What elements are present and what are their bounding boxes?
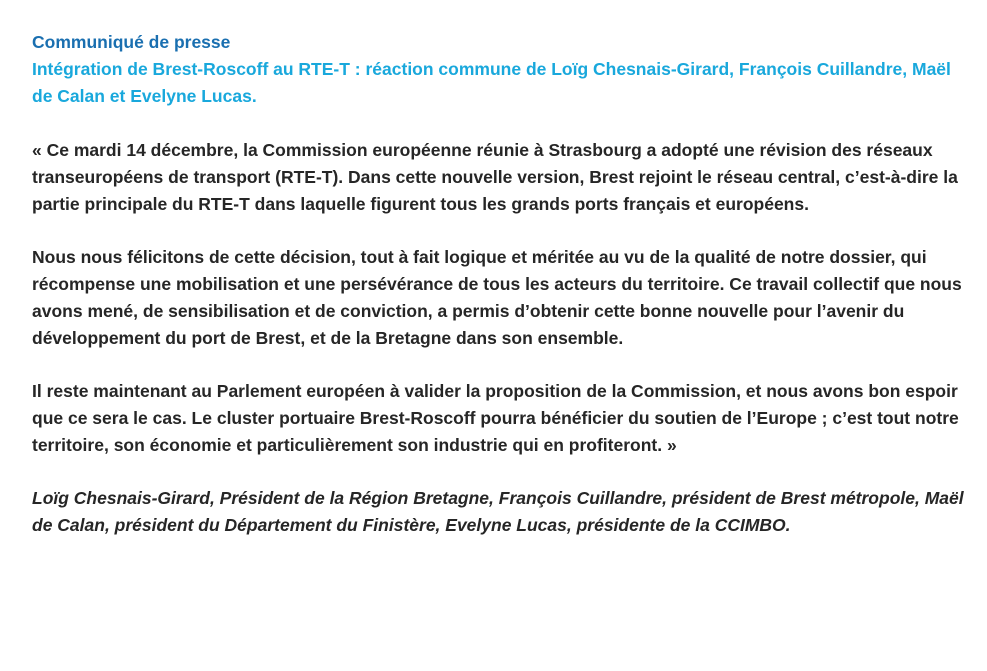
document-label: Communiqué de presse (32, 32, 231, 52)
body-paragraph-1: « Ce mardi 14 décembre, la Commission européenne réunie à Strasbourg a adopté une révision des réseaux transeuropéens de transport (RTE-T). Dans cette nouvelle version, Brest rejoint le réseau central, c’est-à-dire la partie principale du RTE-T dans laquelle figurent tous les grands ports français et européens. (32, 140, 958, 214)
document-headline: Intégration de Brest-Roscoff au RTE-T : réaction commune de Loïg Chesnais-Girard, François Cuillandre, Maël de Calan et Evelyne Lucas. (32, 59, 951, 106)
body-paragraph-2: Nous nous félicitons de cette décision, tout à fait logique et méritée au vu de la qualité de notre dossier, qui récompense une mobilisation et une persévérance de tous les acteurs du territoire. Ce travail collectif que nous avons mené, de sensibilisation et de conviction, a permis d’obtenir cette bonne nouvelle pour l’avenir du développement du port de Brest, et de la Bretagne dans son ensemble. (32, 247, 962, 348)
signature-block: Loïg Chesnais-Girard, Président de la Région Bretagne, François Cuillandre, président de Brest métropole, Maël de Calan, président du Département du Finistère, Evelyne Lucas, présidente de la CCIMBO. (32, 488, 964, 535)
body-paragraph-3: Il reste maintenant au Parlement européen à valider la proposition de la Commission, et nous avons bon espoir que ce sera le cas. Le cluster portuaire Brest-Roscoff pourra bénéficier du soutien de l’Europe ; c’est tout notre territoire, son économie et particulièrement son industrie qui en profiteront. » (32, 381, 959, 455)
